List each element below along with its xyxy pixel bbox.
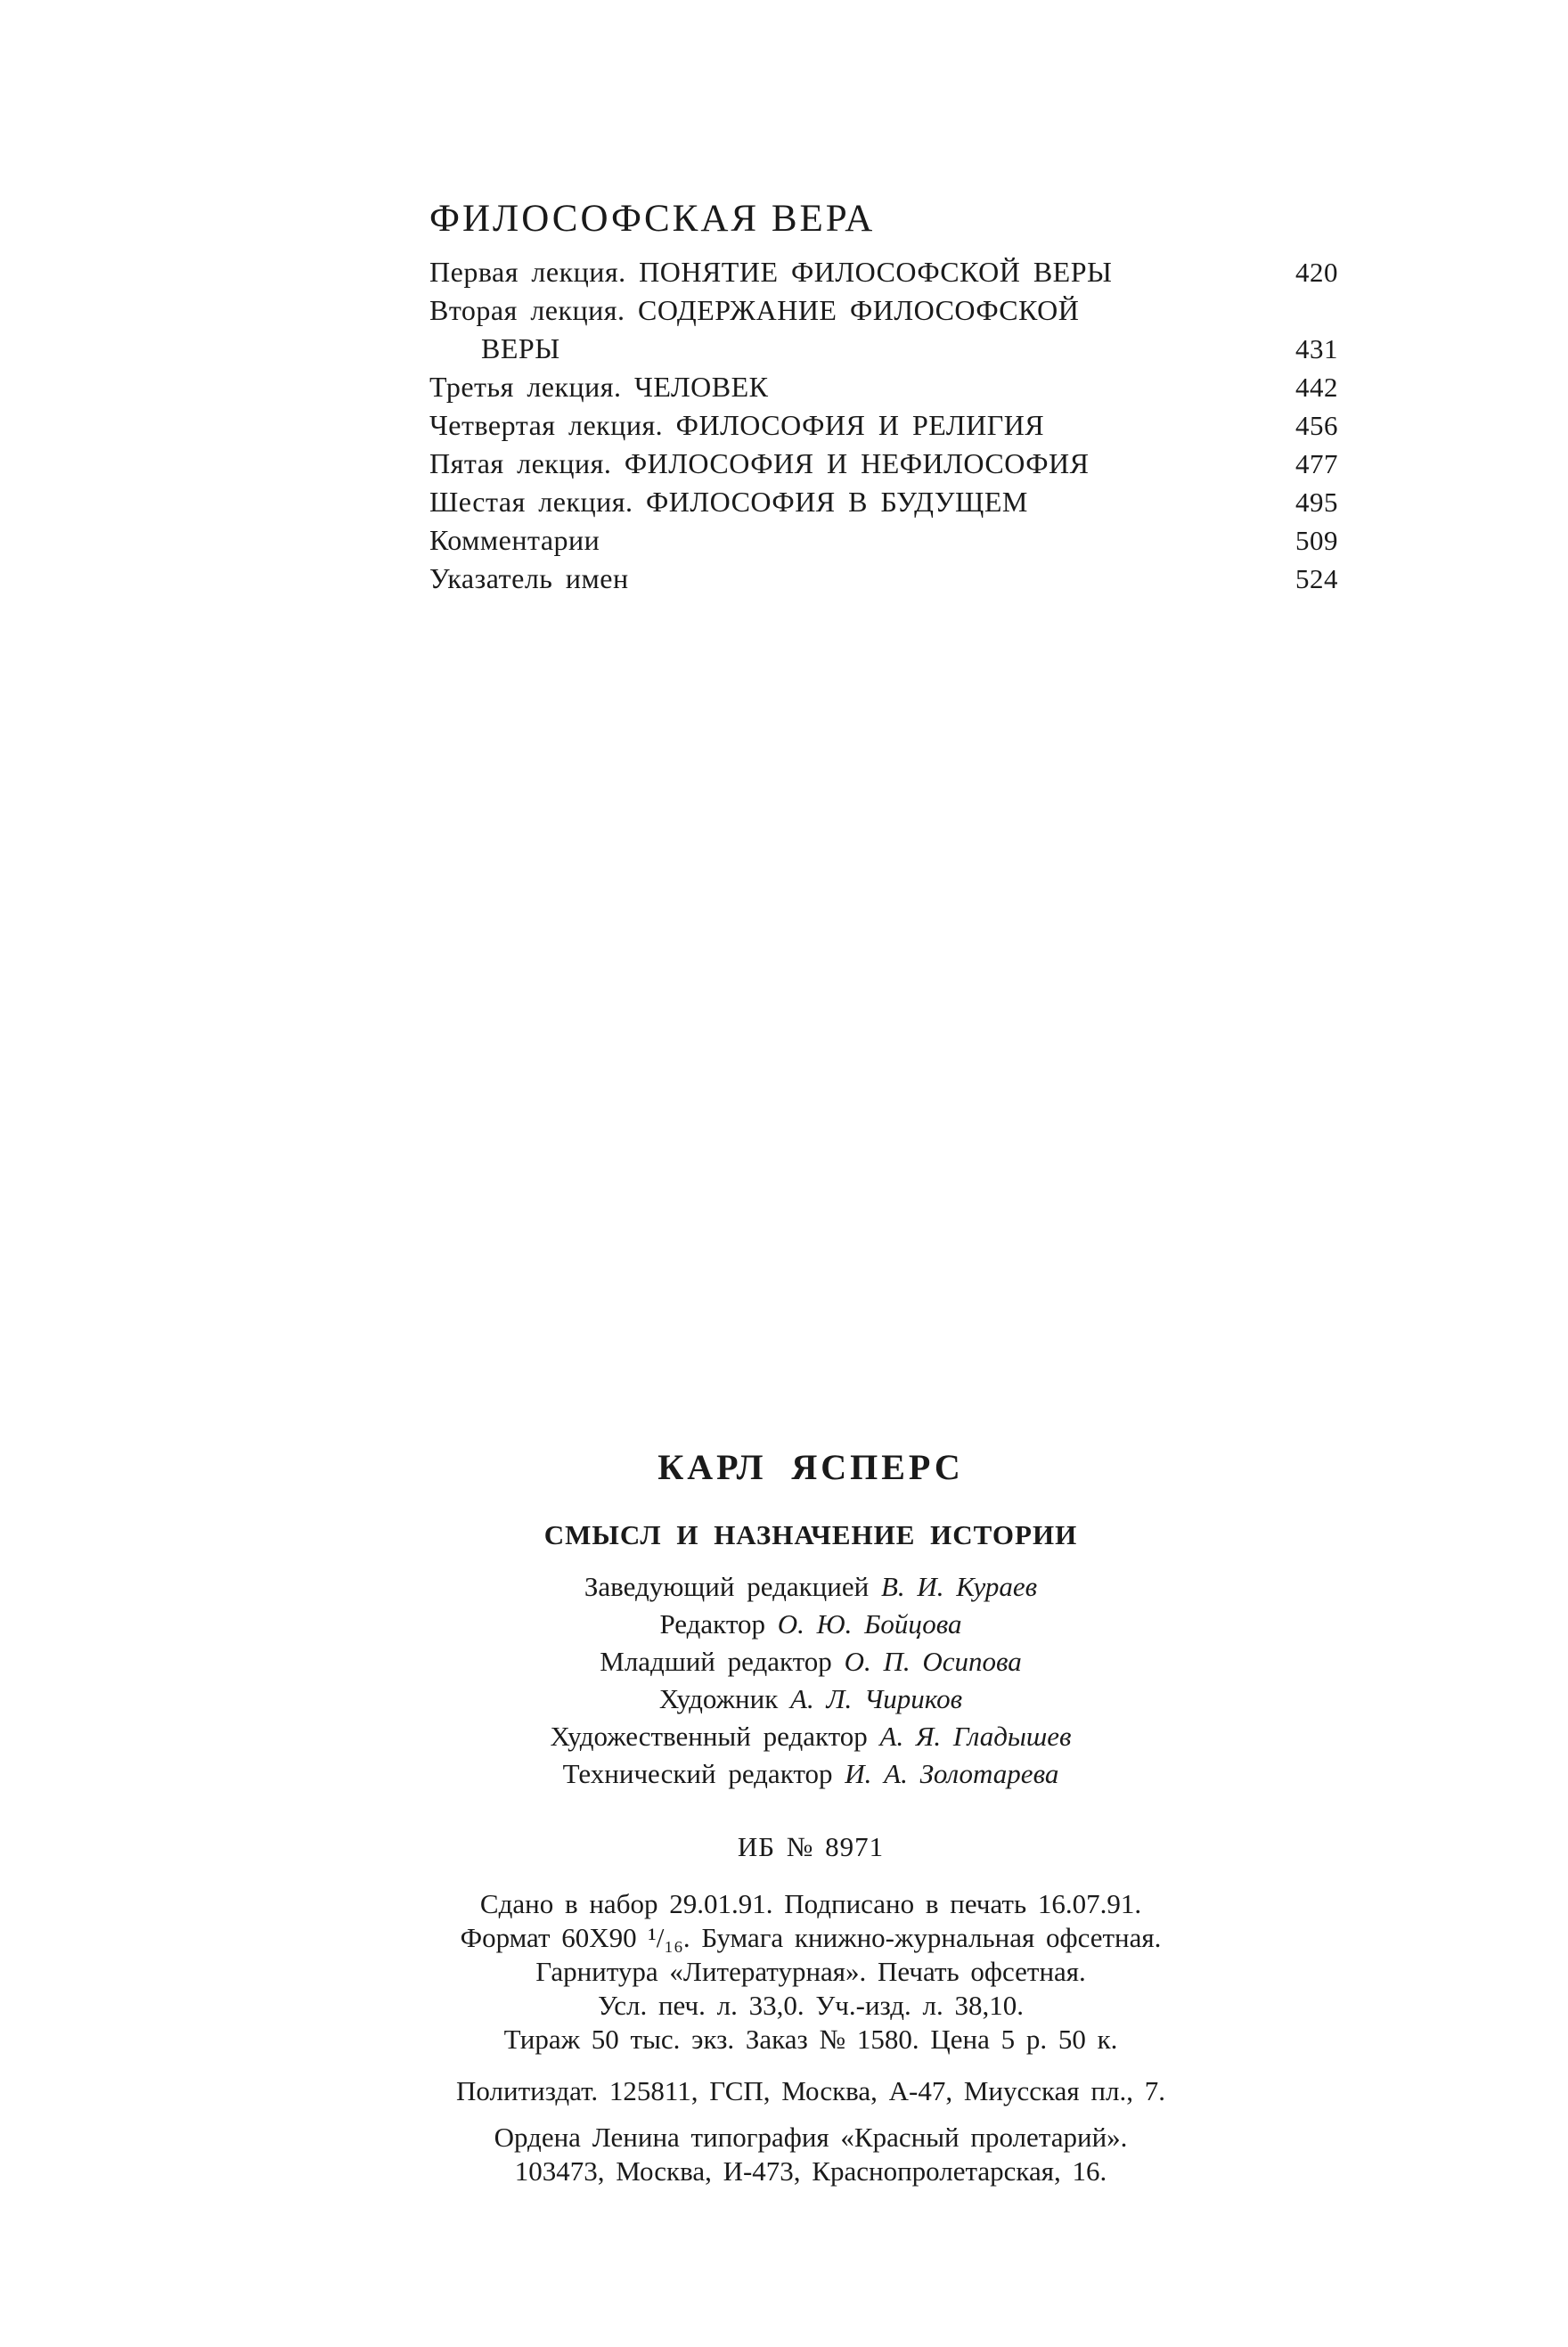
toc-entry-page: 524 bbox=[1295, 563, 1338, 594]
toc-entry bbox=[429, 521, 1338, 560]
credit-role: Художник bbox=[658, 1683, 779, 1714]
toc-entry bbox=[429, 253, 1338, 291]
credit-name: А. Я. Гладышев bbox=[879, 1721, 1072, 1752]
print-line: Гарнитура «Литературная». Печать офсетная. bbox=[535, 1956, 1086, 1987]
credit-line bbox=[339, 1681, 1283, 1718]
toc-entry-page: 456 bbox=[1295, 410, 1338, 441]
toc-entry-title: Указатель имен bbox=[429, 562, 629, 594]
spacer bbox=[339, 2108, 1283, 2121]
toc-entry-title-continuation: ВЕРЫ bbox=[481, 332, 560, 364]
toc-entry-page: 420 bbox=[1295, 257, 1338, 288]
printer-line: 103473, Москва, И-473, Краснопролетарская, 16. bbox=[514, 2155, 1107, 2187]
toc-entry-page: 442 bbox=[1295, 372, 1338, 403]
toc-entry-page: 509 bbox=[1295, 525, 1338, 556]
print-details bbox=[339, 1887, 1283, 2057]
credit-role: Младший редактор bbox=[600, 1646, 832, 1677]
toc-entry bbox=[429, 368, 1338, 406]
colophon bbox=[339, 1443, 1283, 2188]
toc-heading: ФИЛОСОФСКАЯ ВЕРА bbox=[429, 198, 876, 240]
print-line: Тираж 50 тыс. экз. Заказ № 1580. Цена 5 р. 50 к. bbox=[503, 2024, 1118, 2055]
print-line: Усл. печ. л. 33,0. Уч.-изд. л. 38,10. bbox=[598, 1990, 1024, 2021]
toc-entry bbox=[429, 445, 1338, 483]
credit-line bbox=[339, 1755, 1283, 1793]
toc-entry-title: Первая лекция. ПОНЯТИЕ ФИЛОСОФСКОЙ ВЕРЫ bbox=[429, 256, 1113, 288]
ib-number: ИБ № 8971 bbox=[737, 1831, 885, 1862]
credit-name: В. И. Кураев bbox=[880, 1571, 1038, 1602]
credit-line bbox=[339, 1718, 1283, 1755]
toc-entry bbox=[429, 406, 1338, 445]
toc-entry bbox=[429, 560, 1338, 598]
print-line: Сдано в набор 29.01.91. Подписано в печать 16.07.91. bbox=[479, 1888, 1142, 1919]
toc-entry-title: Пятая лекция. ФИЛОСОФИЯ И НЕФИЛОСОФИЯ bbox=[429, 447, 1090, 479]
credit-role: Технический редактор bbox=[562, 1758, 833, 1789]
toc-entry-title: Вторая лекция. СОДЕРЖАНИЕ ФИЛОСОФСКОЙ ВЕРЫ bbox=[429, 291, 1276, 368]
printer-line: Ордена Ленина типография «Красный пролетарий». bbox=[494, 2122, 1128, 2153]
credit-line bbox=[339, 1643, 1283, 1681]
credit-role: Художественный редактор bbox=[550, 1721, 868, 1752]
toc-entry bbox=[429, 291, 1338, 368]
credit-line bbox=[339, 1568, 1283, 1606]
author-name: КАРЛ ЯСПЕРС bbox=[657, 1447, 964, 1487]
credits-list bbox=[339, 1568, 1283, 1793]
toc-entry-page: 477 bbox=[1295, 448, 1338, 479]
toc-list bbox=[429, 253, 1338, 598]
book-title: СМЫСЛ И НАЗНАЧЕНИЕ ИСТОРИИ bbox=[543, 1519, 1078, 1550]
toc-entry-page: 431 bbox=[1295, 333, 1338, 364]
toc-entry-title: Комментарии bbox=[429, 524, 600, 556]
credit-role: Редактор bbox=[659, 1608, 765, 1640]
toc-entry-page: 495 bbox=[1295, 487, 1338, 518]
credit-role: Заведующий редакцией bbox=[584, 1571, 870, 1602]
toc-entry-title: Четвертая лекция. ФИЛОСОФИЯ И РЕЛИГИЯ bbox=[429, 409, 1045, 441]
publisher-address: Политиздат. 125811, ГСП, Москва, А-47, Миусская пл., 7. bbox=[456, 2075, 1165, 2106]
credit-line bbox=[339, 1606, 1283, 1643]
toc-entry-title: Шестая лекция. ФИЛОСОФИЯ В БУДУЩЕМ bbox=[429, 486, 1028, 518]
print-line: Формат 60Х90 ¹/₁₆. Бумага книжно-журнальная офсетная. bbox=[460, 1922, 1162, 1953]
credit-name: И. А. Золотарева bbox=[845, 1758, 1059, 1789]
credit-name: А. Л. Чириков bbox=[790, 1683, 963, 1714]
credit-name: О. Ю. Бойцова bbox=[777, 1608, 962, 1640]
toc-entry bbox=[429, 483, 1338, 521]
table-of-contents bbox=[429, 194, 1338, 598]
toc-entry-title: Третья лекция. ЧЕЛОВЕК bbox=[429, 371, 769, 403]
credit-name: О. П. Осипова bbox=[844, 1646, 1022, 1677]
